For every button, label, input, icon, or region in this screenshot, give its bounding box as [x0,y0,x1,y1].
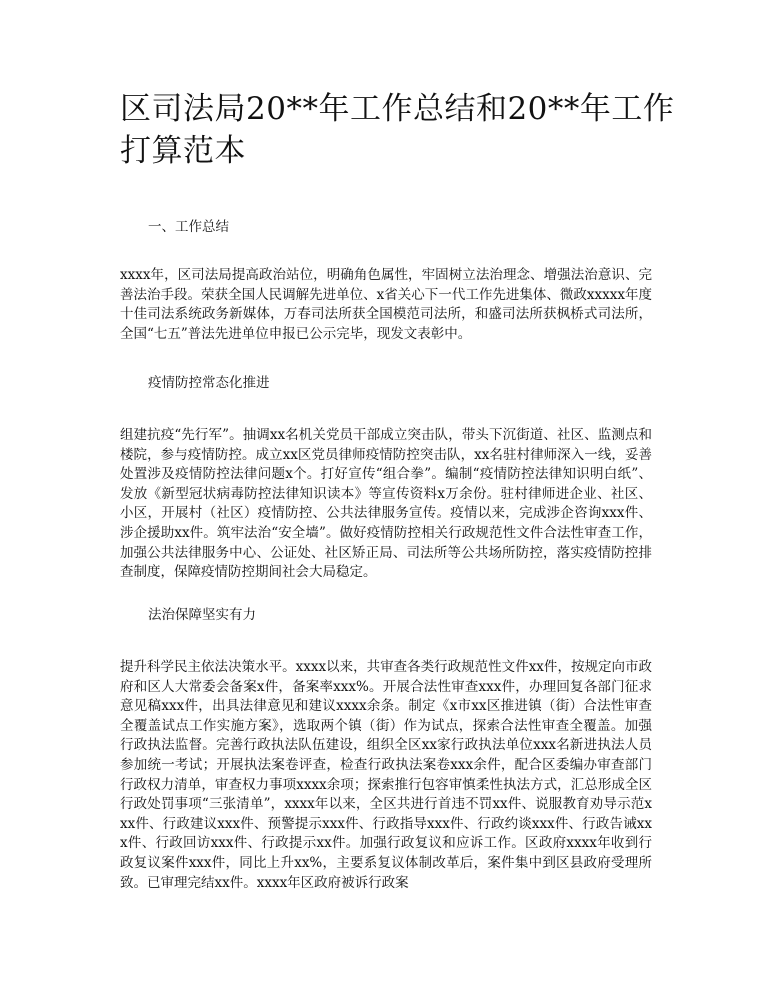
paragraph-intro: xxxx年，区司法局提高政治站位，明确角色属性，牢固树立法治理念、增强法治意识、完善法治手段。荣获全国人民调解先进单位、x省关心下一代工作先进集体、微政xxxxx年度十佳司法系统政务新媒体，万春司法所获全国模范司法所，和盛司法所获枫桥式司法所，全国“七五”普法先进单位申报已公示完毕，现发文表彰中。 [120,267,652,342]
paragraph-legal-guarantee: 提升科学民主依法决策水平。xxxx以来，共审查各类行政规范性文件xx件，按规定向市政府和区人大常委会备案x件，备案率xxx%。开展合法性审查xxx件，办理回复各部门征求意见稿xxx件，出具法律意见和建议xxxx余条。制定《x市xx区推进镇（街）合法性审查全覆盖试点工作实施方案》，选取两个镇（街）作为试点，探索合法性审查全覆盖。加强行政执法监督。完善行政执法队伍建设，组织全区xx家行政执法单位xxx名新进执法人员参加统一考试；开展执法案卷评查，检查行政执法案卷xxx余件，配合区委编办审查部门行政权力清单，审查权力事项xxxx余项；探索推行包容审慎柔性执法方式，汇总形成全区行政处罚事项“三张清单”，xxxx年以来，全区共进行首违不罚xx件、说服教育劝导示范xxx件、行政建议xxx件、预警提示xxx件、行政指导xxx件、行政约谈xxx件、行政告诫xxx件、行政回访xxx件、行政提示xx件。加强行政复议和应诉工作。区政府xxxx年收到行政复议案件xxx件，同比上升xx%，主要系复议体制改革后，案件集中到区县政府受理所致。已审理完结xx件。xxxx年区政府被诉行政案 [120,659,652,891]
subheading-legal-guarantee: 法治保障坚实有力 [148,607,256,623]
section-heading-work-summary: 一、工作总结 [148,219,229,235]
subheading-epidemic-control: 疫情防控常态化推进 [148,375,270,391]
paragraph-epidemic-control: 组建抗疫“先行军”。抽调xx名机关党员干部成立突击队，带头下沉街道、社区、监测点和楼院，参与疫情防控。成立xx区党员律师疫情防控突击队，xx名驻村律师深入一线，妥善处置涉及疫情防控法律问题x个。打好宣传“组合拳”。编制“疫情防控法律知识明白纸”、发放《新型冠状病毒防控法律知识读本》等宣传资料x万余份。驻村律师进企业、社区、小区，开展村（社区）疫情防控、公共法律服务宣传。疫情以来，完成涉企咨询xxx件、涉企援助xx件。筑牢法治“安全墙”。做好疫情防控相关行政规范性文件合法性审查工作，加强公共法律服务中心、公证处、社区矫正局、司法所等公共场所防控，落实疫情防控排查制度，保障疫情防控期间社会大局稳定。 [120,427,652,581]
document-title: 区司法局20**年工作总结和20**年工作打算范本 [120,91,675,169]
